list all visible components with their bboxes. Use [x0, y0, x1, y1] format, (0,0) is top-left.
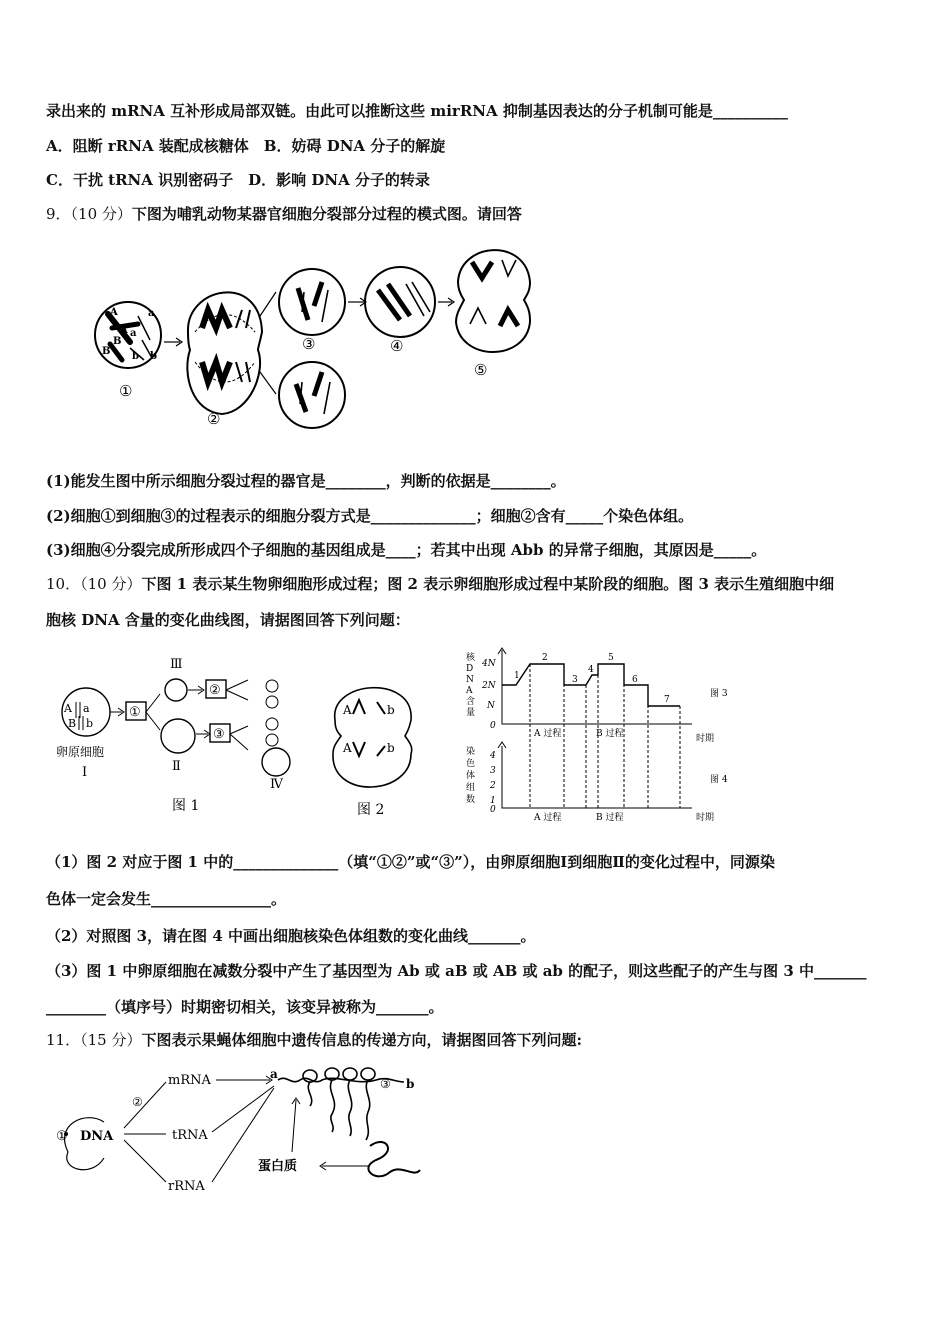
cell-label-4: ④: [390, 337, 404, 355]
cell-3b: [279, 362, 345, 428]
cell-4: [365, 267, 435, 355]
cell-label-1: ①: [119, 382, 133, 400]
fig4-y-label: [466, 745, 475, 805]
fig1-roman-III: Ⅲ: [170, 657, 183, 672]
axis-label-char: 体: [466, 771, 476, 781]
segment-1: 1: [514, 671, 520, 681]
fig4-ytick: 3: [490, 766, 496, 776]
q11-number: 11．: [46, 1031, 81, 1049]
fig3-ytick-0: 0: [490, 721, 496, 731]
fig3-process-a: A 过程: [534, 729, 562, 739]
axis-label-char: 色: [466, 759, 476, 769]
cell-label-5: ⑤: [474, 361, 488, 379]
axis-label-char: 核: [466, 653, 476, 663]
q11-stem: 下图表示果蝇体细胞中遗传信息的传递方向，请据图回答下列问题:: [141, 1031, 582, 1049]
fig1-step-2: ②: [209, 683, 221, 698]
gene-label: A: [343, 703, 352, 717]
axis-label-char: 含: [466, 697, 476, 707]
q9-number: 9．: [46, 205, 71, 223]
q10-figure-3-4: [460, 642, 750, 828]
q9-sub1: (1)能发生图中所示细胞分裂过程的器官是________，判断的依据是________。: [46, 472, 566, 490]
dna-label: DNA: [80, 1129, 114, 1144]
axis-label-char: A: [466, 686, 473, 696]
gene-label: B: [68, 717, 77, 730]
q8-options-ab: A．阻断 rRNA 装配成核糖体 B．妨碍 DNA 分子的解旋: [46, 137, 446, 155]
axis-label-char: 量: [466, 708, 476, 718]
q9-sub2: (2)细胞①到细胞③的过程表示的细胞分裂方式是______________；细胞②含有_____个染色体组。: [46, 507, 694, 525]
q10-sub3b: ________（填序号）时期密切相关，该变异被称为_______。: [46, 998, 444, 1016]
fig3-ytick-2n: 2N: [482, 681, 496, 691]
q9-stem: 下图为哺乳动物某器官细胞分裂部分过程的模式图。请回答: [131, 205, 522, 223]
fig4-ytick: 4: [490, 751, 496, 761]
fig4-ytick: 0: [490, 805, 496, 815]
q11-heading: [46, 1029, 906, 1051]
q10-stem-2: 胞核 DNA 含量的变化曲线图，请据图回答下列问题：: [46, 611, 410, 629]
protein-label: 蛋白质: [258, 1159, 298, 1174]
segment-3: 3: [572, 675, 578, 685]
q10-figure-1: [50, 650, 310, 830]
gene-label: a: [148, 308, 155, 319]
gene-label: A: [64, 702, 72, 715]
axis-label-char: 染: [466, 747, 476, 757]
fig3-ytick-n: N: [487, 701, 495, 711]
segment-4: 4: [588, 665, 594, 675]
gene-label: B: [113, 336, 122, 347]
fig4-x-label: 时期: [696, 813, 715, 823]
step-2-label: ②: [132, 1095, 143, 1109]
q10-sub2: （2）对照图 3，请在图 4 中画出细胞核染色体组数的变化曲线_______。: [46, 927, 536, 945]
gene-label: b: [387, 703, 395, 717]
segment-6: 6: [632, 675, 638, 685]
fig1-cell-label: 卵原细胞: [56, 745, 105, 759]
fig4-process-a: A 过程: [534, 813, 562, 823]
q10-score: （10 分）: [80, 575, 142, 593]
segment-5: 5: [608, 653, 614, 663]
q9-cell-division-figure: [90, 232, 550, 432]
axis-label-char: D: [466, 664, 474, 674]
gene-label: A: [343, 741, 352, 755]
circle-1-label: ①: [56, 1129, 68, 1144]
fig4-ytick: 1: [490, 796, 496, 806]
cell-2: [187, 292, 262, 428]
q10-stem-1: 下图 1 表示某生物卵细胞形成过程；图 2 表示卵细胞形成过程中某阶段的细胞。图 3 表示生殖细胞中细: [141, 575, 835, 593]
q11-gene-expression-figure: [46, 1060, 426, 1200]
cell-1: [95, 302, 161, 400]
fig4-process-b: B 过程: [596, 813, 624, 823]
gene-label: B: [102, 346, 111, 357]
cell-label-3: ③: [302, 335, 316, 353]
q10-figure-2: [325, 660, 425, 820]
fig2-caption: 图 2: [357, 802, 385, 818]
fig1-roman-I: Ⅰ: [82, 765, 88, 780]
fig4-caption: 图 4: [710, 775, 728, 785]
cell-label-2: ②: [207, 410, 221, 428]
fig3-y-label: [465, 651, 476, 718]
gene-label: b: [150, 351, 157, 362]
gene-label: b: [132, 351, 139, 362]
q9-score: （10 分）: [70, 205, 132, 223]
fig1-roman-IV: Ⅳ: [270, 777, 283, 792]
gene-label: A: [110, 307, 118, 318]
q8-stem-tail: 录出来的 mRNA 互补形成局部双链。由此可以推断这些 mirRNA 抑制基因表达的分子机制可能是__________: [46, 102, 788, 120]
trna-label: tRNA: [172, 1128, 208, 1143]
segment-2: 2: [542, 653, 548, 663]
fig3-ytick-4n: 4N: [482, 659, 496, 669]
axis-label-char: N: [466, 675, 474, 685]
gene-label: a: [83, 702, 90, 715]
q10-sub3a: （3）图 1 中卵原细胞在减数分裂中产生了基因型为 Ab 或 aB 或 AB 或 ab 的配子，则这些配子的产生与图 3 中_______: [46, 962, 867, 980]
fig3-process-b: B 过程: [596, 729, 624, 739]
q9-heading: [46, 203, 906, 225]
q9-sub3: (3)细胞④分裂完成所形成四个子细胞的基因组成是____；若其中出现 Abb 的异常子细胞，其原因是_____。: [46, 541, 767, 559]
axis-label-char: 组: [466, 783, 476, 793]
fig4-ytick: 2: [490, 781, 496, 791]
fig3-caption: 图 3: [710, 689, 728, 699]
fig1-roman-II: Ⅱ: [172, 759, 181, 774]
fig1-caption: 图 1: [172, 798, 200, 814]
fig3-x-label: 时期: [696, 734, 715, 744]
gene-label: A: [120, 325, 128, 336]
cell-3a: [279, 269, 345, 353]
cell-5: [456, 250, 530, 379]
step-3-label: ③: [380, 1077, 391, 1091]
rrna-label: rRNA: [168, 1179, 205, 1194]
q10-sub1a: （1）图 2 对应于图 1 中的______________（填“①②”或“③”），由卵原细胞Ⅰ到细胞Ⅱ的变化过程中，同源染: [46, 853, 775, 871]
fig1-step-1: ①: [129, 705, 141, 720]
segment-7: 7: [664, 695, 670, 705]
gene-label: b: [86, 717, 94, 730]
gene-label: b: [387, 741, 395, 755]
end-a-label: a: [270, 1067, 278, 1081]
q10-heading: [46, 573, 906, 595]
end-b-label: b: [406, 1077, 415, 1091]
q11-score: （15 分）: [80, 1031, 142, 1049]
q8-options-cd: C．干扰 tRNA 识别密码子 D．影响 DNA 分子的转录: [46, 171, 430, 189]
q10-sub1b: 色体一定会发生________________。: [46, 890, 287, 908]
fig1-step-3: ③: [213, 727, 225, 742]
mrna-label: mRNA: [168, 1073, 211, 1088]
axis-label-char: 数: [466, 795, 476, 805]
gene-label: a: [130, 328, 137, 339]
q10-number: 10．: [46, 575, 81, 593]
